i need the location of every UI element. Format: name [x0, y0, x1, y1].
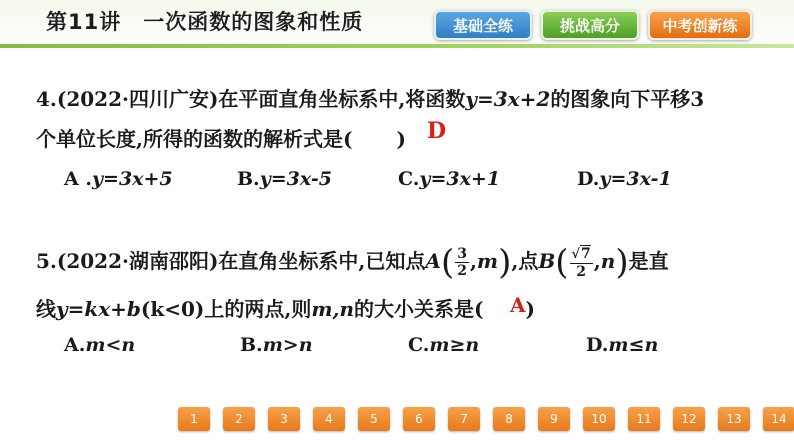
- page-button-4[interactable]: 4: [313, 407, 345, 431]
- q4-answer: D: [427, 118, 447, 144]
- q4-function: y=3x+2: [465, 87, 551, 111]
- q5-option-d[interactable]: D.m≤n: [586, 334, 659, 356]
- page-button-8[interactable]: 8: [493, 407, 525, 431]
- question-5-line-1: 5.(2022·湖南邵阳)在直角坐标系中,已知点A( $\frac{3}{2}$ ,m),点B( $\frac{√7}{2}$ ,n)是直: [36, 242, 669, 283]
- fraction-a: $\frac{3}{2}$: [457, 246, 467, 279]
- q4-option-d[interactable]: D.y=3x-1: [577, 168, 672, 190]
- tab-challenge[interactable]: 挑战高分: [541, 10, 639, 40]
- page-button-3[interactable]: 3: [268, 407, 300, 431]
- tab-exam-innovation[interactable]: 中考创新练: [648, 10, 752, 40]
- page-button-1[interactable]: 1: [178, 407, 210, 431]
- page-button-5[interactable]: 5: [358, 407, 390, 431]
- question-4-line-1: 4.(2022·四川广安)在平面直角坐标系中,将函数y=3x+2的图象向下平移3: [36, 87, 705, 111]
- page-button-9[interactable]: 9: [538, 407, 570, 431]
- page-button-13[interactable]: 13: [718, 407, 750, 431]
- q4-option-c[interactable]: C.y=3x+1: [398, 168, 501, 190]
- page-button-12[interactable]: 12: [673, 407, 705, 431]
- header-divider: [0, 44, 794, 48]
- page-button-14[interactable]: 14: [763, 407, 794, 431]
- point-a-label: A: [425, 249, 441, 273]
- page-title: [46, 6, 363, 36]
- question-4-line-2: 个单位长度,所得的函数的解析式是( ): [36, 127, 406, 151]
- q5-option-c[interactable]: C.m≥n: [408, 334, 480, 356]
- point-b-label: B: [538, 249, 556, 273]
- page-button-2[interactable]: 2: [223, 407, 255, 431]
- lesson-number: 第11讲: [46, 10, 122, 34]
- page-button-7[interactable]: 7: [448, 407, 480, 431]
- page-button-6[interactable]: 6: [403, 407, 435, 431]
- question-pager: [178, 407, 794, 431]
- q5-option-a[interactable]: A.m<n: [64, 334, 136, 356]
- question-5-line-2: 线y=kx+b(k<0)上的两点,则m,n的大小关系是( ): [36, 297, 535, 321]
- fraction-b: $\frac{√7}{2}$: [571, 245, 591, 280]
- page-button-11[interactable]: 11: [628, 407, 660, 431]
- q4-option-b[interactable]: B.y=3x-5: [237, 168, 332, 190]
- q4-option-a[interactable]: A .y=3x+5: [64, 168, 173, 190]
- tab-basic-practice[interactable]: 基础全练: [434, 10, 532, 40]
- lesson-topic: 一次函数的图象和性质: [143, 10, 364, 34]
- q5-answer: A: [510, 293, 526, 317]
- q5-option-b[interactable]: B.m>n: [240, 334, 313, 356]
- page-button-10[interactable]: 10: [583, 407, 615, 431]
